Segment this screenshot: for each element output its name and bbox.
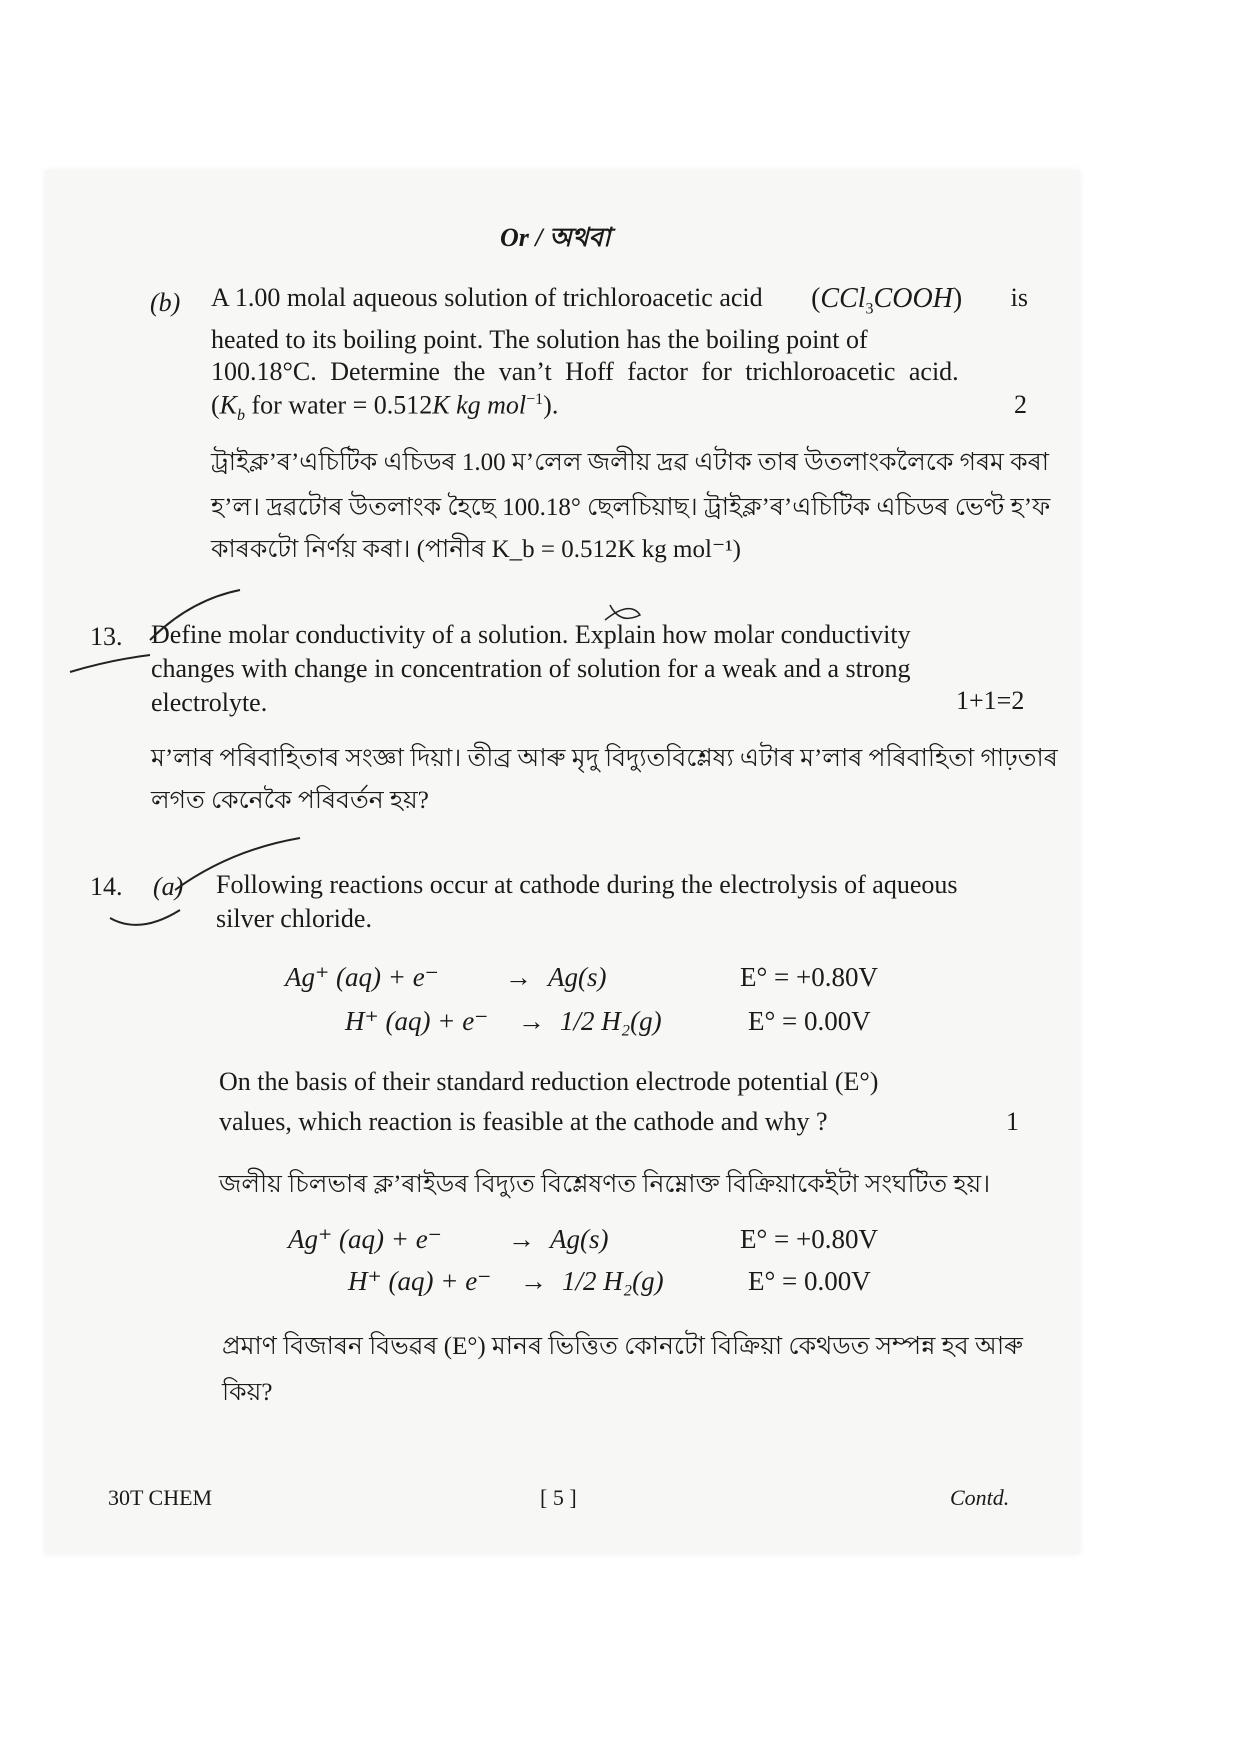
question-text: On the basis of their standard reduction electrode potential (E°) xyxy=(219,1067,879,1096)
question-text: changes with change in concentration of solution for a weak and a strong xyxy=(151,654,911,683)
question-text: is xyxy=(1010,283,1028,312)
text: ). xyxy=(543,390,559,420)
paper-code: 30T CHEM xyxy=(108,1485,213,1510)
assamese-text: কাৰকটো নিৰ্ণয় কৰা। (পানীৰ K_b = 0.512K kg mol⁻¹) xyxy=(211,536,741,563)
assamese-text: ট্ৰাইক্ল’ৰ’এচিটিক এচিডৰ 1.00 ম’লেল জলীয় দ্ৰৱ এটাক তাৰ উতলাংকলৈকে গৰম কৰা xyxy=(211,449,1049,476)
formula: (CCl$_3$COOH) xyxy=(811,283,963,318)
text: K xyxy=(219,390,238,420)
question-label: (b) xyxy=(150,288,181,317)
reaction-lhs: H⁺ (aq) + e⁻ xyxy=(345,1006,489,1036)
question-text: A 1.00 molal aqueous solution of trichloroacetic acid xyxy=(211,283,763,312)
text: −1 xyxy=(526,391,544,408)
reaction-rhs: 1/2 H₂(g) xyxy=(562,1266,664,1296)
page-number: [ 5 ] xyxy=(540,1485,577,1510)
marks: 2 xyxy=(1014,390,1027,419)
arrow: → xyxy=(518,1006,545,1036)
formula-part: CCl xyxy=(820,283,866,314)
assamese-text: প্ৰমাণ বিজাৰন বিভৱৰ (E°) মানৰ ভিত্তিত কোনটো বিক্ৰিয়া কেথডত সম্পন্ন হব আৰু xyxy=(222,1333,1023,1360)
question-text: 100.18°C. Determine the van’t Hoff factor for trichloroacetic acid. xyxy=(211,357,959,386)
assamese-text: ম’লাৰ পৰিবাহিতাৰ সংজ্ঞা দিয়া। তীব্ৰ আৰু মৃদু বিদ্যুতবিশ্লেষ্য এটাৰ ম’লাৰ পৰিবাহিতা গাঢ়তাৰ xyxy=(151,745,1058,772)
question-text: silver chloride. xyxy=(216,904,372,933)
assamese-text: হ’ল। দ্ৰৱটোৰ উতলাংক হৈছে 100.18° ছেলচিয়াছ। ট্ৰাইক্ল’ৰ’এচিটিক এচিডৰ ভেণ্ট হ’ফ xyxy=(211,494,1051,521)
reaction-lhs: Ag⁺ (aq) + e⁻ xyxy=(285,962,439,992)
formula-sub: 3 xyxy=(865,300,874,318)
arrow: → xyxy=(505,962,532,992)
reaction-rhs: 1/2 H₂(g) xyxy=(560,1006,662,1036)
reaction-lhs: Ag⁺ (aq) + e⁻ xyxy=(288,1224,442,1254)
assamese-text: কিয়? xyxy=(222,1379,273,1406)
text: b xyxy=(237,406,246,424)
marks: 1+1=2 xyxy=(956,686,1025,715)
question-text: heated to its boiling point. The solution has the boiling point of xyxy=(211,325,868,354)
marks: 1 xyxy=(1006,1107,1019,1136)
text: ( xyxy=(211,390,220,420)
electrode-potential: E° = 0.00V xyxy=(748,1006,871,1036)
formula-part: COOH xyxy=(873,283,953,314)
question-number: 13. xyxy=(90,622,123,651)
reaction-rhs: Ag(s) xyxy=(548,962,607,992)
question-text: electrolyte. xyxy=(151,688,268,717)
question-text: values, which reaction is feasible at the cathode and why ? xyxy=(219,1107,828,1136)
arrow: → xyxy=(508,1224,535,1254)
arrow: → xyxy=(520,1266,547,1296)
question-text: Following reactions occur at cathode during the electrolysis of aqueous xyxy=(216,870,958,899)
text: for water = 0.512 xyxy=(245,390,433,420)
reaction-rhs: Ag(s) xyxy=(550,1224,609,1254)
question-label: (a) xyxy=(153,872,184,901)
assamese-text: জলীয় চিলভাৰ ক্ল’ৰাইডৰ বিদ্যুত বিশ্লেষণত নিম্নোক্ত বিক্ৰিয়াকেইটা সংঘটিত হয়। xyxy=(219,1171,991,1198)
assamese-text: লগত কেনেকৈ পৰিবৰ্তন হয়? xyxy=(151,787,429,814)
question-number: 14. xyxy=(90,872,123,901)
or-heading: Or / অথবা xyxy=(500,223,611,252)
reaction-lhs: H⁺ (aq) + e⁻ xyxy=(348,1266,492,1296)
electrode-potential: E° = 0.00V xyxy=(748,1266,871,1296)
text: K kg mol xyxy=(432,390,527,420)
electrode-potential: E° = +0.80V xyxy=(740,1224,878,1254)
continued-label: Contd. xyxy=(950,1485,1010,1510)
electrode-potential: E° = +0.80V xyxy=(740,962,878,992)
question-text: Define molar conductivity of a solution. Explain how molar conductivity xyxy=(151,620,911,649)
